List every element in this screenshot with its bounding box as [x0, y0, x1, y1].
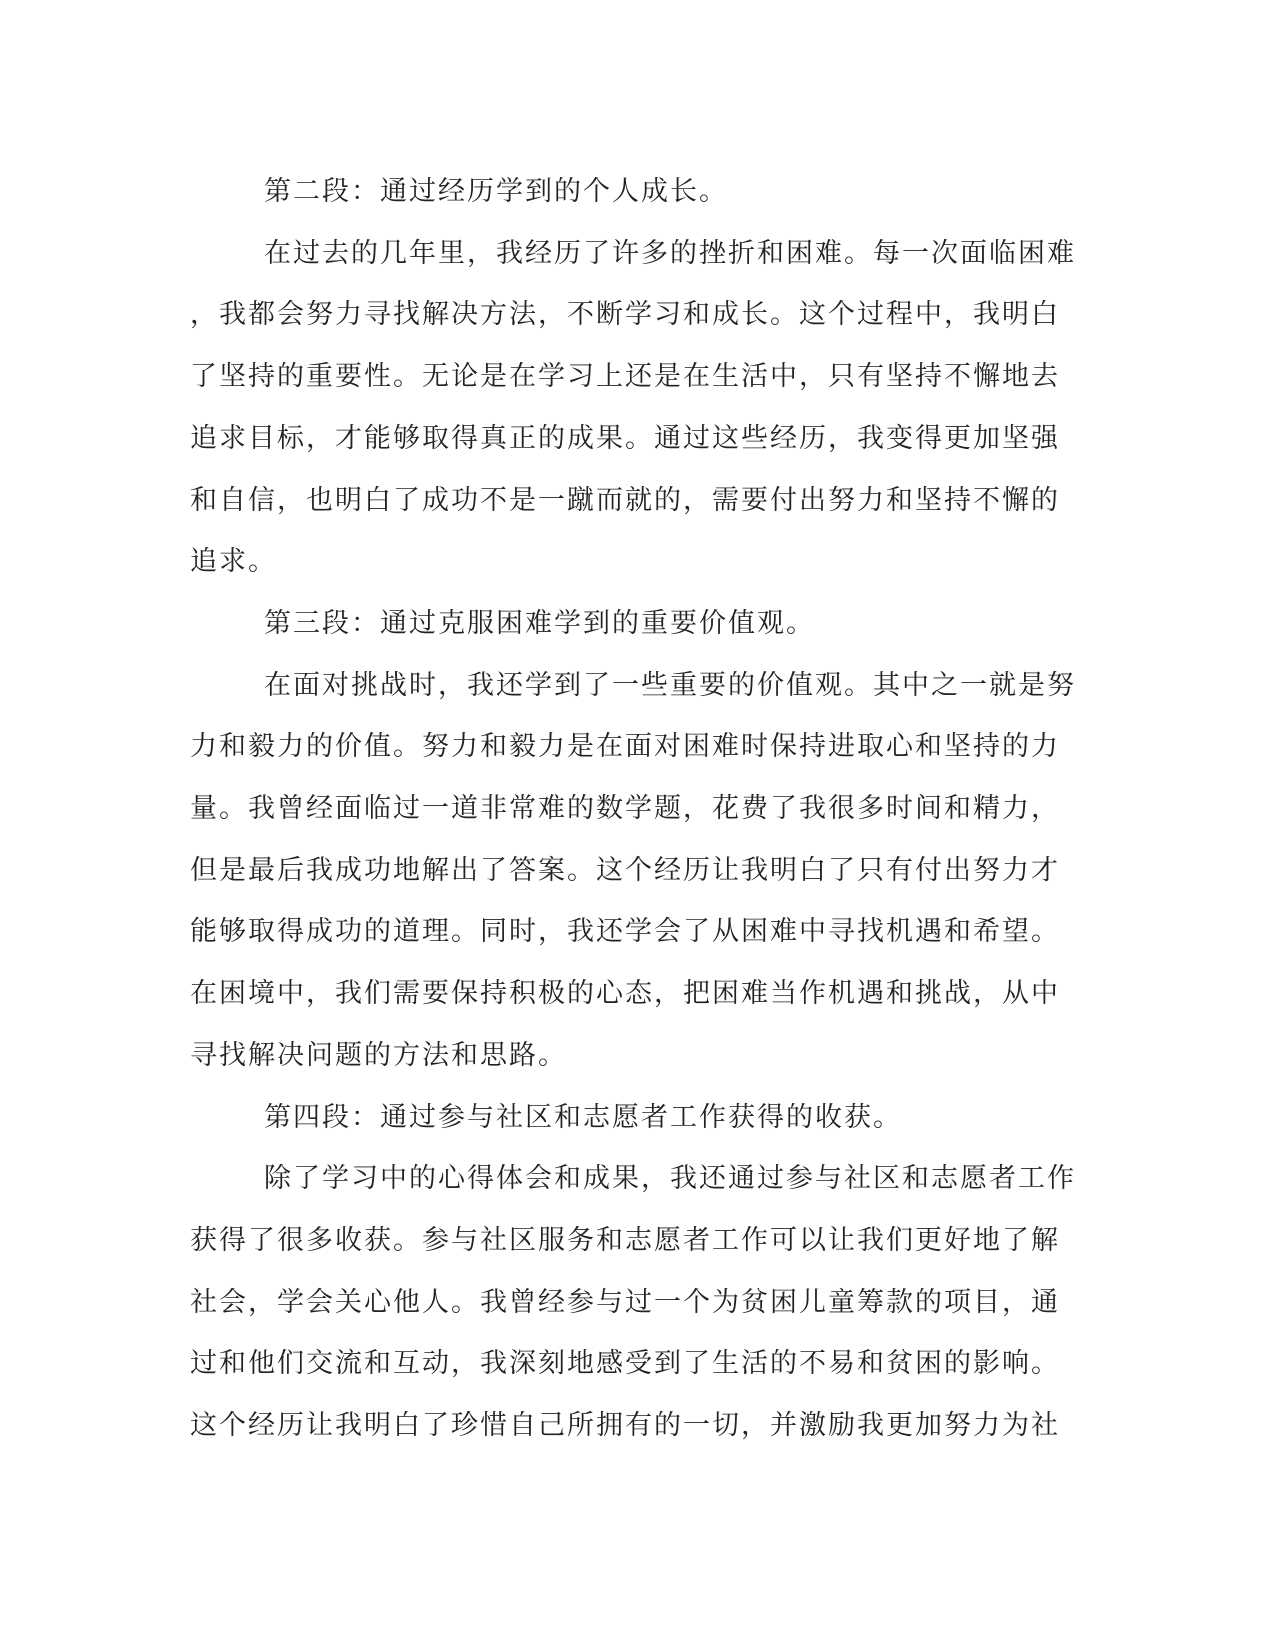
paragraph-line: 但是最后我成功地解出了答案。这个经历让我明白了只有付出努力才: [190, 854, 1060, 886]
paragraph-line: ，我都会努力寻找解决方法，不断学习和成长。这个过程中，我明白: [190, 299, 1060, 331]
paragraph-line: 追求目标，才能够取得真正的成果。通过这些经历，我变得更加坚强: [190, 422, 1060, 454]
paragraph-line: 力和毅力的价值。努力和毅力是在面对困难时保持进取心和坚持的力: [190, 731, 1060, 763]
paragraph-line: 寻找解决问题的方法和思路。: [190, 1039, 567, 1071]
paragraph-line: 除了学习中的心得体会和成果，我还通过参与社区和志愿者工作: [264, 1163, 1076, 1195]
paragraph-line: 在面对挑战时，我还学到了一些重要的价值观。其中之一就是努: [264, 669, 1076, 701]
paragraph-line: 和自信，也明白了成功不是一蹴而就的，需要付出努力和坚持不懈的: [190, 484, 1060, 516]
paragraph-line: 在过去的几年里，我经历了许多的挫折和困难。每一次面临困难: [264, 237, 1076, 269]
paragraph-line: 能够取得成功的道理。同时，我还学会了从困难中寻找机遇和希望。: [190, 916, 1060, 948]
section-heading: 第四段：通过参与社区和志愿者工作获得的收获。: [264, 1101, 902, 1133]
paragraph-line: 获得了很多收获。参与社区服务和志愿者工作可以让我们更好地了解: [190, 1224, 1060, 1256]
paragraph-line: 社会，学会关心他人。我曾经参与过一个为贫困儿童筹款的项目，通: [190, 1286, 1060, 1318]
paragraph-line: 量。我曾经面临过一道非常难的数学题，花费了我很多时间和精力，: [190, 793, 1060, 825]
section-heading: 第二段：通过经历学到的个人成长。: [264, 176, 728, 207]
paragraph-line: 这个经历让我明白了珍惜自己所拥有的一切，并激励我更加努力为社: [190, 1410, 1060, 1442]
document-body: [190, 161, 1075, 1457]
section-heading: 第三段：通过克服困难学到的重要价值观。: [264, 607, 815, 639]
paragraph-line: 了坚持的重要性。无论是在学习上还是在生活中，只有坚持不懈地去: [190, 361, 1060, 393]
paragraph-line: 追求。: [190, 546, 277, 578]
paragraph-line: 在困境中，我们需要保持积极的心态，把困难当作机遇和挑战，从中: [190, 978, 1060, 1010]
paragraph-line: 过和他们交流和互动，我深刻地感受到了生活的不易和贫困的影响。: [190, 1348, 1060, 1380]
